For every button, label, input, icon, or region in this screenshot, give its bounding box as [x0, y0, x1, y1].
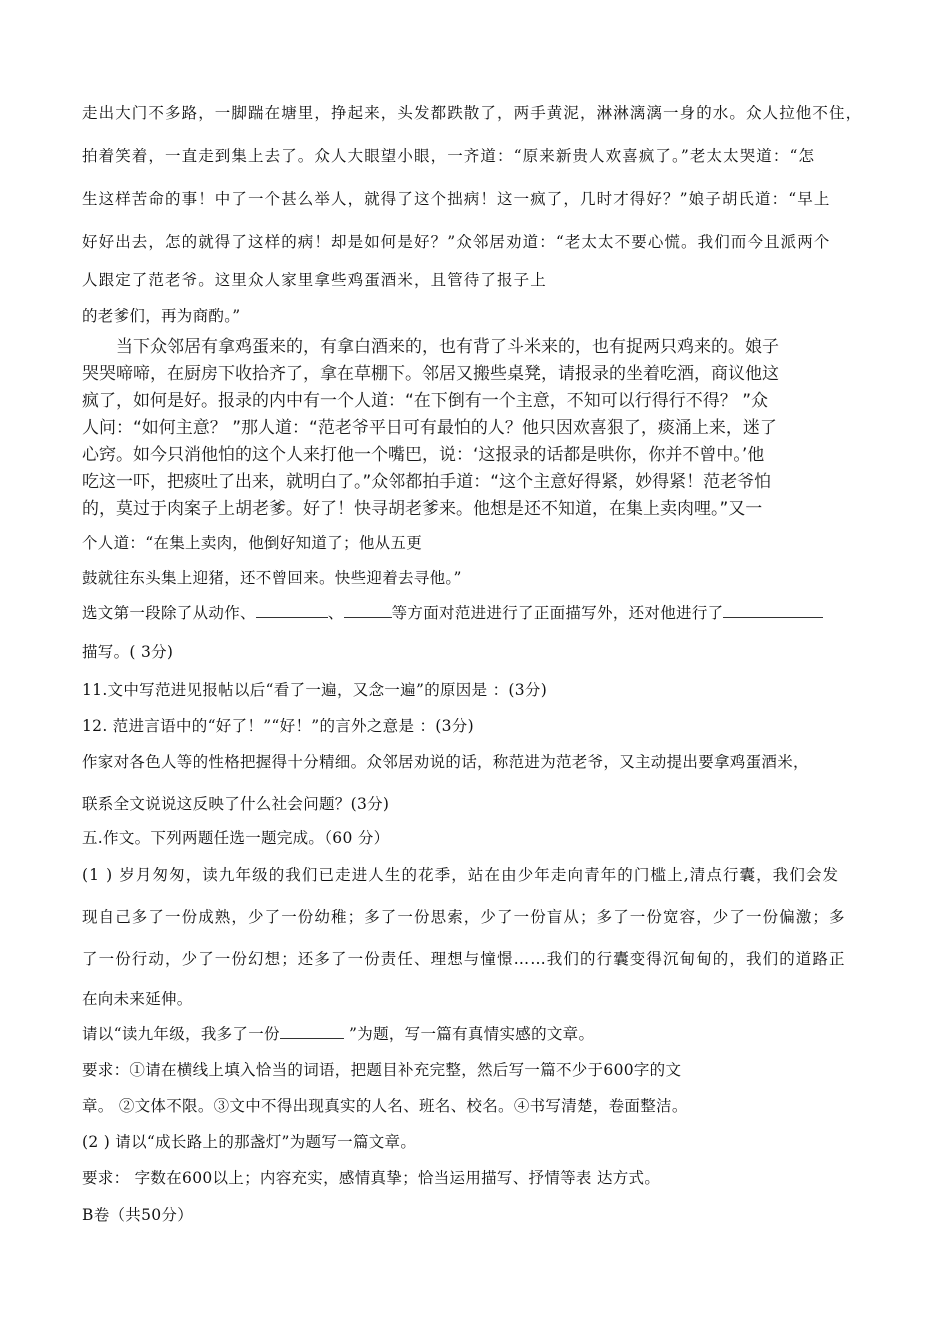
essay-option-1-prompt [82, 1024, 594, 1044]
passage-line: 好好出去，怎的就得了这样的病！却是如何是好？”众邻居劝道：“老太太不要心慌。我们而今且派两个 [82, 233, 831, 251]
question-text: 、 [327, 604, 344, 622]
question-13-end: 联系全文说说这反映了什么社会问题？(3分) [82, 795, 390, 813]
passage-line: 的，莫过于肉案子上胡老爹。好了！快寻胡老爹来。他想是还不知道，在集上卖肉哩。”又一 [82, 499, 763, 519]
passage-line: 人跟定了范老爷。这里众人家里拿些鸡蛋酒米，且管待了报子上 [82, 271, 547, 289]
question-10 [82, 603, 823, 623]
question-11: 11.文中写范进见报帖以后“看了一遍，又念一遍”的原因是 ：(3分) [82, 681, 548, 699]
passage-line: 拍着笑着，一直走到集上去了。众人大眼望小眼，一齐道：“原来新贵人欢喜疯了。”老太太哭道：“怎 [82, 147, 816, 165]
passage-line: 哭哭啼啼，在厨房下收拾齐了，拿在草棚下。邻居又搬些桌凳，请报录的坐着吃酒，商议他这 [82, 364, 779, 384]
essay-option-2: (2 ) 请以“成长路上的那盏灯”为题写一篇文章。 [82, 1133, 417, 1151]
essay-option-1-requirements: 章。 ②文体不限。③文中不得出现真实的人名、班名、校名。④书写清楚，卷面整洁。 [82, 1097, 688, 1115]
section-b-heading: B卷（共50分） [82, 1206, 194, 1224]
question-text: 等方面对范进进行了正面描写外，还对他进行了 [391, 604, 724, 622]
essay-option-1-line: 现自己多了一份成熟，少了一份幼稚；多了一份思索，少了一份盲从；多了一份宽容，少了一份偏激；多 [82, 908, 846, 926]
essay-option-1-line: 在向未来延伸。 [82, 990, 193, 1008]
title-blank[interactable] [280, 1024, 344, 1039]
passage-line: 鼓就往东头集上迎猪，还不曾回来。快些迎着去寻他。” [82, 569, 462, 587]
question-text: 选文第一段除了从动作、 [82, 604, 256, 622]
essay-option-1-requirements: 要求：①请在横线上填入恰当的词语，把题目补充完整，然后写一篇不少于600字的文 [82, 1061, 682, 1079]
passage-line: 心窍。如今只消他怕的这个人来打他一个嘴巴，说：‘这报录的话都是哄你，你并不曾中。’他 [82, 445, 765, 465]
passage-line: 生这样苦命的事！中了一个甚么举人，就得了这个拙病！这一疯了，几时才得好？”娘子胡氏道：“早上 [82, 190, 831, 208]
passage-scanned-block [82, 334, 872, 523]
passage-line: 吃这一吓，把痰吐了出来，就明白了。”众邻都拍手道：“这个主意好得紧，妙得紧！范老爷怕 [82, 472, 772, 492]
passage-line: 个人道：“在集上卖肉，他倒好知道了；他从五更 [82, 534, 423, 552]
essay-section-title: 五.作文。下列两题任选一题完成。（60 分） [82, 829, 390, 847]
passage-line: 当下众邻居有拿鸡蛋来的，有拿白酒来的，也有背了斗米来的，也有捉两只鸡来的。娘子 [82, 337, 779, 357]
question-12: 12. 范进言语中的“好了！”“好！”的言外之意是 ：(3分) [82, 717, 474, 735]
passage-line: 疯了，如何是好。报录的内中有一个人道：“在下倒有一个主意，不知可以行得行不得？ ”众 [82, 391, 769, 411]
passage-line: 走出大门不多路，一脚踹在塘里，挣起来，头发都跌散了，两手黄泥，淋淋漓漓一身的水。众人拉他不住， [82, 104, 863, 122]
answer-blank[interactable] [723, 603, 823, 618]
essay-option-1-line: 了一份行动，少了一份幻想；还多了一份责任、理想与憧憬……我们的行囊变得沉甸甸的，我们的道路正 [82, 950, 846, 968]
question-13: 作家对各色人等的性格把握得十分精细。众邻居劝说的话，称范进为范老爷，又主动提出要拿鸡蛋酒米， [82, 753, 809, 771]
question-10-end: 描写。( 3分) [82, 643, 174, 661]
prompt-text: ”为题，写一篇有真情实感的文章。 [343, 1025, 595, 1043]
essay-option-1: (1 ) 岁月匆匆，读九年级的我们已走进人生的花季，站在由少年走向青年的门槛上,清点行囊，我们会发 [82, 866, 840, 884]
prompt-text: 请以“读九年级，我多了一份 [82, 1025, 280, 1043]
essay-option-2-requirements: 要求： 字数在600以上；内容充实，感情真挚；恰当运用描写、抒情等表 达方式。 [82, 1169, 661, 1187]
answer-blank[interactable] [344, 603, 392, 618]
passage-line: 的老爹们，再为商酌。” [82, 307, 241, 325]
answer-blank[interactable] [256, 603, 328, 618]
passage-line: 人问：“如何主意？ ”那人道：“范老爷平日可有最怕的人？他只因欢喜狠了，痰涌上来，迷了 [82, 418, 777, 438]
